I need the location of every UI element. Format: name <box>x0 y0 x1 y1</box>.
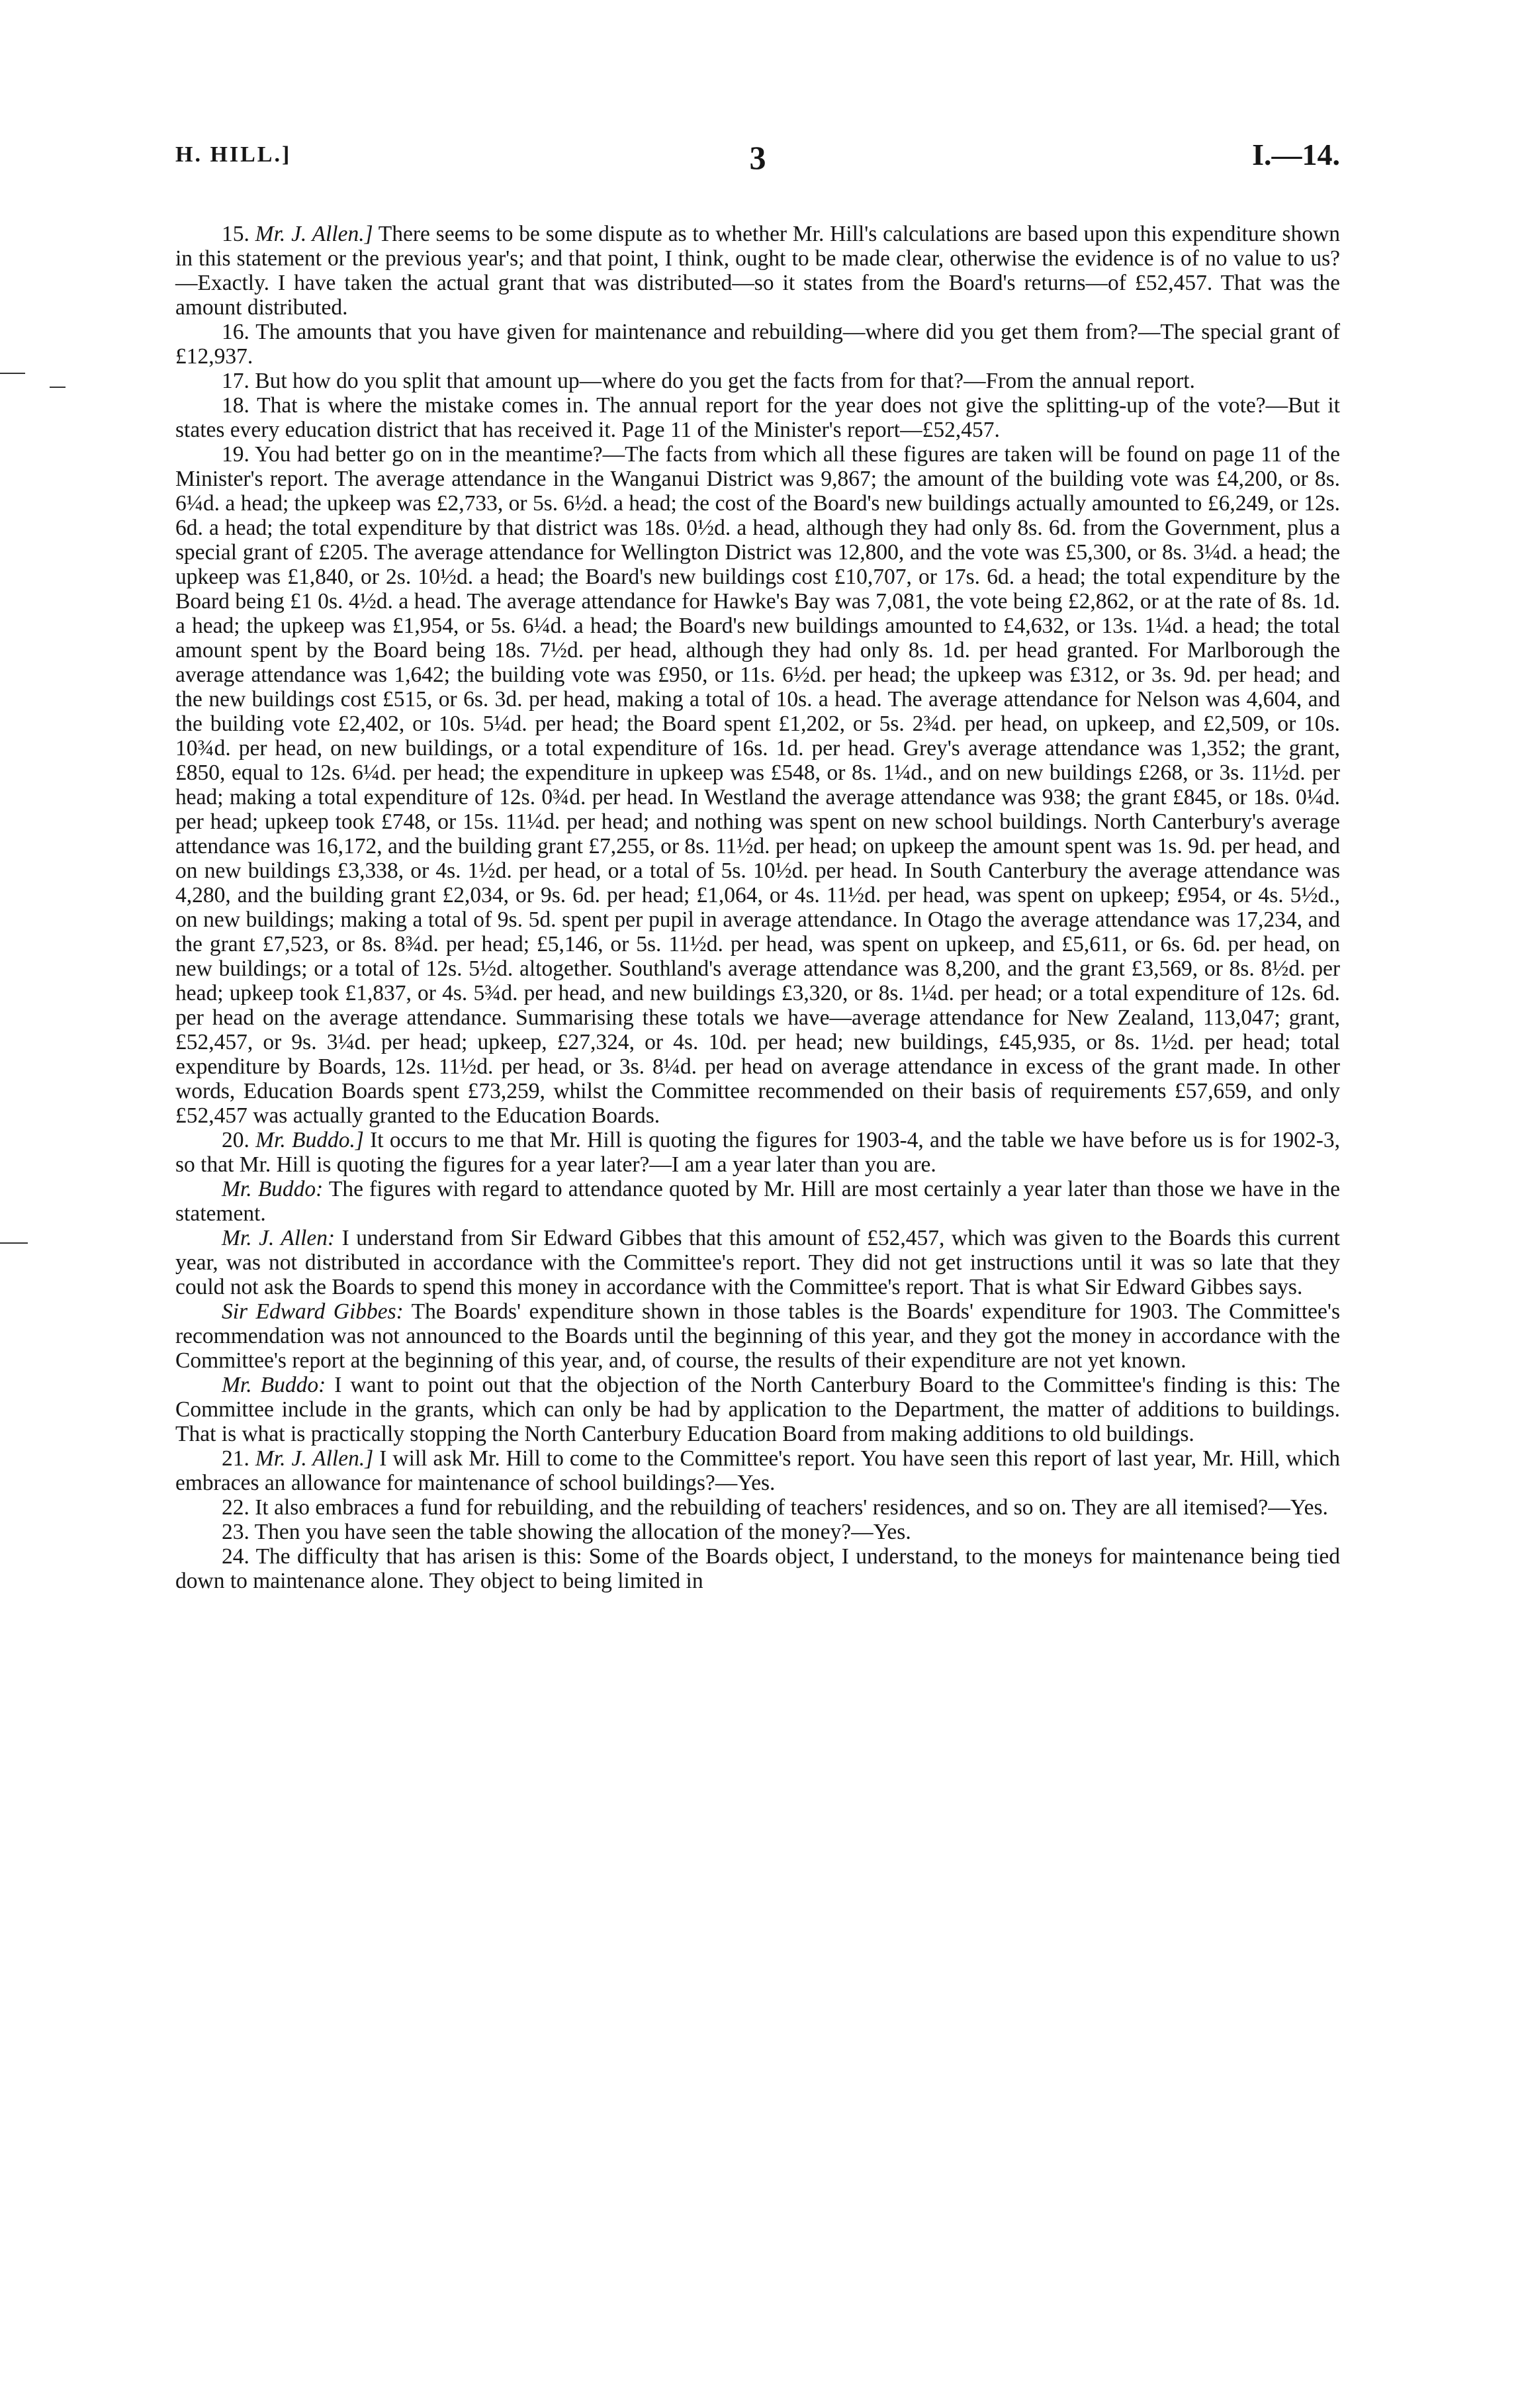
speaker-name: Mr. J. Allen.] <box>255 1446 374 1471</box>
paragraph-lead: 21. <box>222 1446 255 1471</box>
speaker-name: Mr. Buddo: <box>222 1177 324 1201</box>
page-header <box>175 138 1340 182</box>
paragraph-lead: 15. <box>222 222 255 246</box>
paragraph-text: The Boards' expenditure shown in those tables is the Boards' expenditure for 1903. The Committee's recommendation was not announced to the Boards until the beginning of this year, and they got the money in accordance with the Committee's report at the beginning of this year, and, of course, the results of their expenditure are not yet known. <box>175 1299 1340 1373</box>
page-number: 3 <box>749 139 766 176</box>
paragraph <box>175 1520 1340 1544</box>
paragraph-text: 22. It also embraces a fund for rebuilding, and the rebuilding of teachers' residences, and so on. They are all itemised?—Yes. <box>222 1495 1328 1520</box>
paragraph-lead: 20. <box>222 1128 256 1152</box>
margin-mark <box>0 1242 28 1244</box>
paragraph <box>175 1128 1340 1177</box>
header-witness: H. HILL.] <box>175 142 292 167</box>
paragraph <box>175 1299 1340 1373</box>
paragraph <box>175 1495 1340 1520</box>
paragraph <box>175 393 1340 442</box>
paragraph <box>175 222 1340 320</box>
paragraph-text: 19. You had better go on in the meantime?—The facts from which all these figures are taken will be found on page 11 of the Minister's report. The average attendance in the Wanganui District was 9,867; the amount of the building vote was £4,200, or 8s. 6¼d. a head; the upkeep was £2,733, or 5s. 6½d. a head; the cost of the Board's new buildings actually amounted to £6,249, or 12s. 6d. a head; the total expenditure by that district was 18s. 0½d. a head, although they had only 8s. 6d. from the Government, plus a special grant of £205. The average attendance for Wellington District was 12,800, and the vote was £5,300, or 8s. 3¼d. a head; the upkeep was £1,840, or 2s. 10½d. a head; the Board's new buildings cost £10,707, or 17s. 6d. a head; the total expenditure by the Board being £1 0s. 4½d. a head. The average attendance for Hawke's Bay was 7,081, the vote being £2,862, or at the rate of 8s. 1d. a head; the upkeep was £1,954, or 5s. 6¼d. a head; the Board's new buildings amounted to £4,632, or 13s. 1¼d. a head; the total amount spent by the Board being 18s. 7½d. per head, although they had only 8s. 1d. per head granted. For Marlborough the average attendance was 1,642; the building vote was £950, or 11s. 6½d. per head; the upkeep was £312, or 3s. 9d. per head; and the new buildings cost £515, or 6s. 3d. per head, making a total of 10s. a head. The average attendance for Nelson was 4,604, and the building vote £2,402, or 10s. 5¼d. per head; the Board spent £1,202, or 5s. 2¾d. per head, on upkeep, and £2,509, or 10s. 10¾d. per head, on new buildings, or a total expenditure of 16s. 1d. per head. Grey's average attendance was 1,352; the grant, £850, equal to 12s. 6¼d. per head; the expenditure in upkeep was £548, or 8s. 1¼d., and on new buildings £268, or 3s. 11½d. per head; making a total expenditure of 12s. 0¾d. per head. In Westland the average attendance was 938; the grant £845, or 18s. 0¼d. per head; upkeep took £748, or 15s. 11¼d. per head; and nothing was spent on new school buildings. North Canterbury's average attendance was 16,172, and the building grant £7,255, or 8s. 11½d. per head; on upkeep the amount spent was 1s. 9d. per head, and on new buildings £3,338, or 4s. 1½d. per head, or a total of 5s. 10½d. per head. In South Canterbury the average attendance was 4,280, and the building grant £2,034, or 9s. 6d. per head; £1,064, or 4s. 11½d. per head, was spent on upkeep; £954, or 4s. 5½d., on new buildings; making a total of 9s. 5d. spent per pupil in average attendance. In Otago the average attendance was 17,234, and the grant £7,523, or 8s. 8¾d. per head; £5,146, or 5s. 11½d. per head, was spent on upkeep, and £5,611, or 6s. 6d. per head, on new buildings; or a total of 12s. 5½d. altogether. Southland's average attendance was 8,200, and the grant £3,569, or 8s. 8½d. per head; upkeep took £1,837, or 4s. 5¾d. per head, and new buildings £3,320, or 8s. 1¼d. per head; or a total expenditure of 12s. 6d. per head on the average attendance. Summarising these totals we have—average attendance for New Zealand, 113,047; grant, £52,457, or 9s. 3¼d. per head; upkeep, £27,324, or 4s. 10d. per head; new buildings, £45,935, or 8s. 1½d. per head; total expenditure by Boards, 12s. 11½d. per head, or 3s. 8¼d. per head on average attendance in excess of the grant made. In other words, Education Boards spent £73,259, whilst the Committee recommended on their basis of requirements £57,659, and only £52,457 was actually granted to the Education Boards. <box>175 442 1340 1128</box>
margin-mark <box>50 387 66 388</box>
margin-mark <box>0 373 25 374</box>
paragraph-text: 18. That is where the mistake comes in. The annual report for the year does not give the splitting-up of the vote?—But it states every education district that has received it. Page 11 of the Minister's report—£52,457. <box>175 393 1340 442</box>
speaker-name: Mr. Buddo: <box>222 1373 326 1397</box>
paragraph <box>175 1544 1340 1593</box>
speaker-name: Mr. J. Allen: <box>222 1226 336 1250</box>
document-body <box>175 222 1340 1593</box>
speaker-name: Mr. Buddo.] <box>255 1128 364 1152</box>
paragraph-text: I will ask Mr. Hill to come to the Committee's report. You have seen this report of last year, Mr. Hill, which embraces an allowance for maintenance of school buildings?—Yes. <box>175 1446 1340 1495</box>
paragraph <box>175 1177 1340 1226</box>
paragraph-text: 16. The amounts that you have given for maintenance and rebuilding—where did you get them from?—The special grant of £12,937. <box>175 320 1340 369</box>
paragraph-text: 24. The difficulty that has arisen is this: Some of the Boards object, I understand, to the moneys for maintenance being tied down to maintenance alone. They object to being limited in <box>175 1544 1340 1593</box>
paragraph <box>175 442 1340 1128</box>
paragraph <box>175 1226 1340 1299</box>
paragraph <box>175 1373 1340 1446</box>
paragraph-text: The figures with regard to attendance quoted by Mr. Hill are most certainly a year later than those we have in the statement. <box>175 1177 1340 1226</box>
paragraph-text: 23. Then you have seen the table showing the allocation of the money?—Yes. <box>222 1520 911 1544</box>
paragraph <box>175 369 1340 393</box>
paragraph <box>175 1446 1340 1495</box>
paragraph <box>175 320 1340 369</box>
paper-reference: I.—14. <box>1252 138 1340 171</box>
paragraph-text: I understand from Sir Edward Gibbes that this amount of £52,457, which was given to the Boards this current year, was not distributed in accordance with the Committee's report. They did not get instructions until it was so late that they could not ask the Boards to spend this money in accordance with the Committee's report. That is what Sir Edward Gibbes says. <box>175 1226 1340 1299</box>
speaker-name: Mr. J. Allen.] <box>255 222 373 246</box>
paragraph-text: There seems to be some dispute as to whether Mr. Hill's calculations are based upon this expenditure shown in this statement or the previous year's; and that point, I think, ought to be made clear, otherwise the evidence is of no value to us?—Exactly. I have taken the actual grant that was distributed—so it states from the Board's returns—of £52,457. That was the amount distributed. <box>175 222 1341 320</box>
paragraph-text: 17. But how do you split that amount up—where do you get the facts from for that?—From the annual report. <box>222 369 1195 393</box>
paragraph-text: It occurs to me that Mr. Hill is quoting the figures for 1903-4, and the table we have before us is for 1902-3, so that Mr. Hill is quoting the figures for a year later?—I am a year later than you are. <box>175 1128 1340 1177</box>
speaker-name: Sir Edward Gibbes: <box>222 1299 404 1324</box>
paragraph-text: I want to point out that the objection of the North Canterbury Board to the Committee's finding is this: The Committee include in the grants, which can only be had by application to the Department, the matter of additions to buildings. That is what is practically stopping the North Canterbury Education Board from making additions to old buildings. <box>175 1373 1340 1446</box>
